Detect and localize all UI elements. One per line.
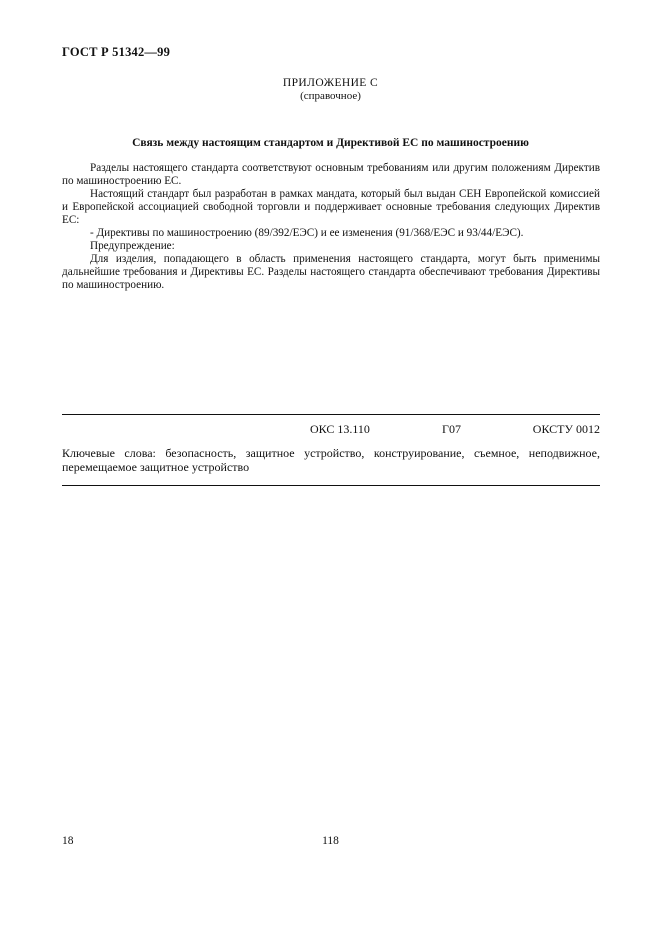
section-title: Связь между настоящим стандартом и Директивой ЕС по машиностроению [132,137,529,149]
top-divider [62,414,600,415]
annex-subtitle: (справочное) [300,90,361,102]
paragraph: - Директивы по машиностроению (89/392/ЕЭС) и ее изменения (91/368/ЕЭС и 93/44/ЕЭС). [90,227,524,239]
standard-code: ГОСТ Р 51342—99 [62,45,171,59]
annex-title: ПРИЛОЖЕНИЕ С [282,77,379,89]
group-code: Г07 [442,422,461,436]
paragraph: Для изделия, попадающего в область применения настоящего стандарта, могут быть применимы дальнейшие требования и Директивы ЕС. Разделы настоящего стандарта обеспечивают требования Директивы по машиностроению. [62,253,600,291]
body-text [62,162,600,292]
oks-code: ОКС 13.110 [310,422,370,436]
keywords: Ключевые слова: безопасность, защитное устройство, конструирование, съемное, неподвижное, перемещаемое защитное устройство [62,446,600,474]
paragraph: Предупреждение: [90,240,175,252]
paragraph: Настоящий стандарт был разработан в рамках мандата, который был выдан СЕН Европейской комиссией и Европейской ассоциацией свободной торговли и поддерживает основные требования следующих Директив ЕС: [62,188,600,226]
page-number-center: 118 [322,835,339,847]
page-number-left: 18 [62,835,74,847]
okstu-code: ОКСТУ 0012 [532,422,600,436]
bottom-divider [62,485,600,486]
paragraph: Разделы настоящего стандарта соответствуют основным требованиям или другим положениям Директив по машиностроению ЕС. [62,162,600,187]
